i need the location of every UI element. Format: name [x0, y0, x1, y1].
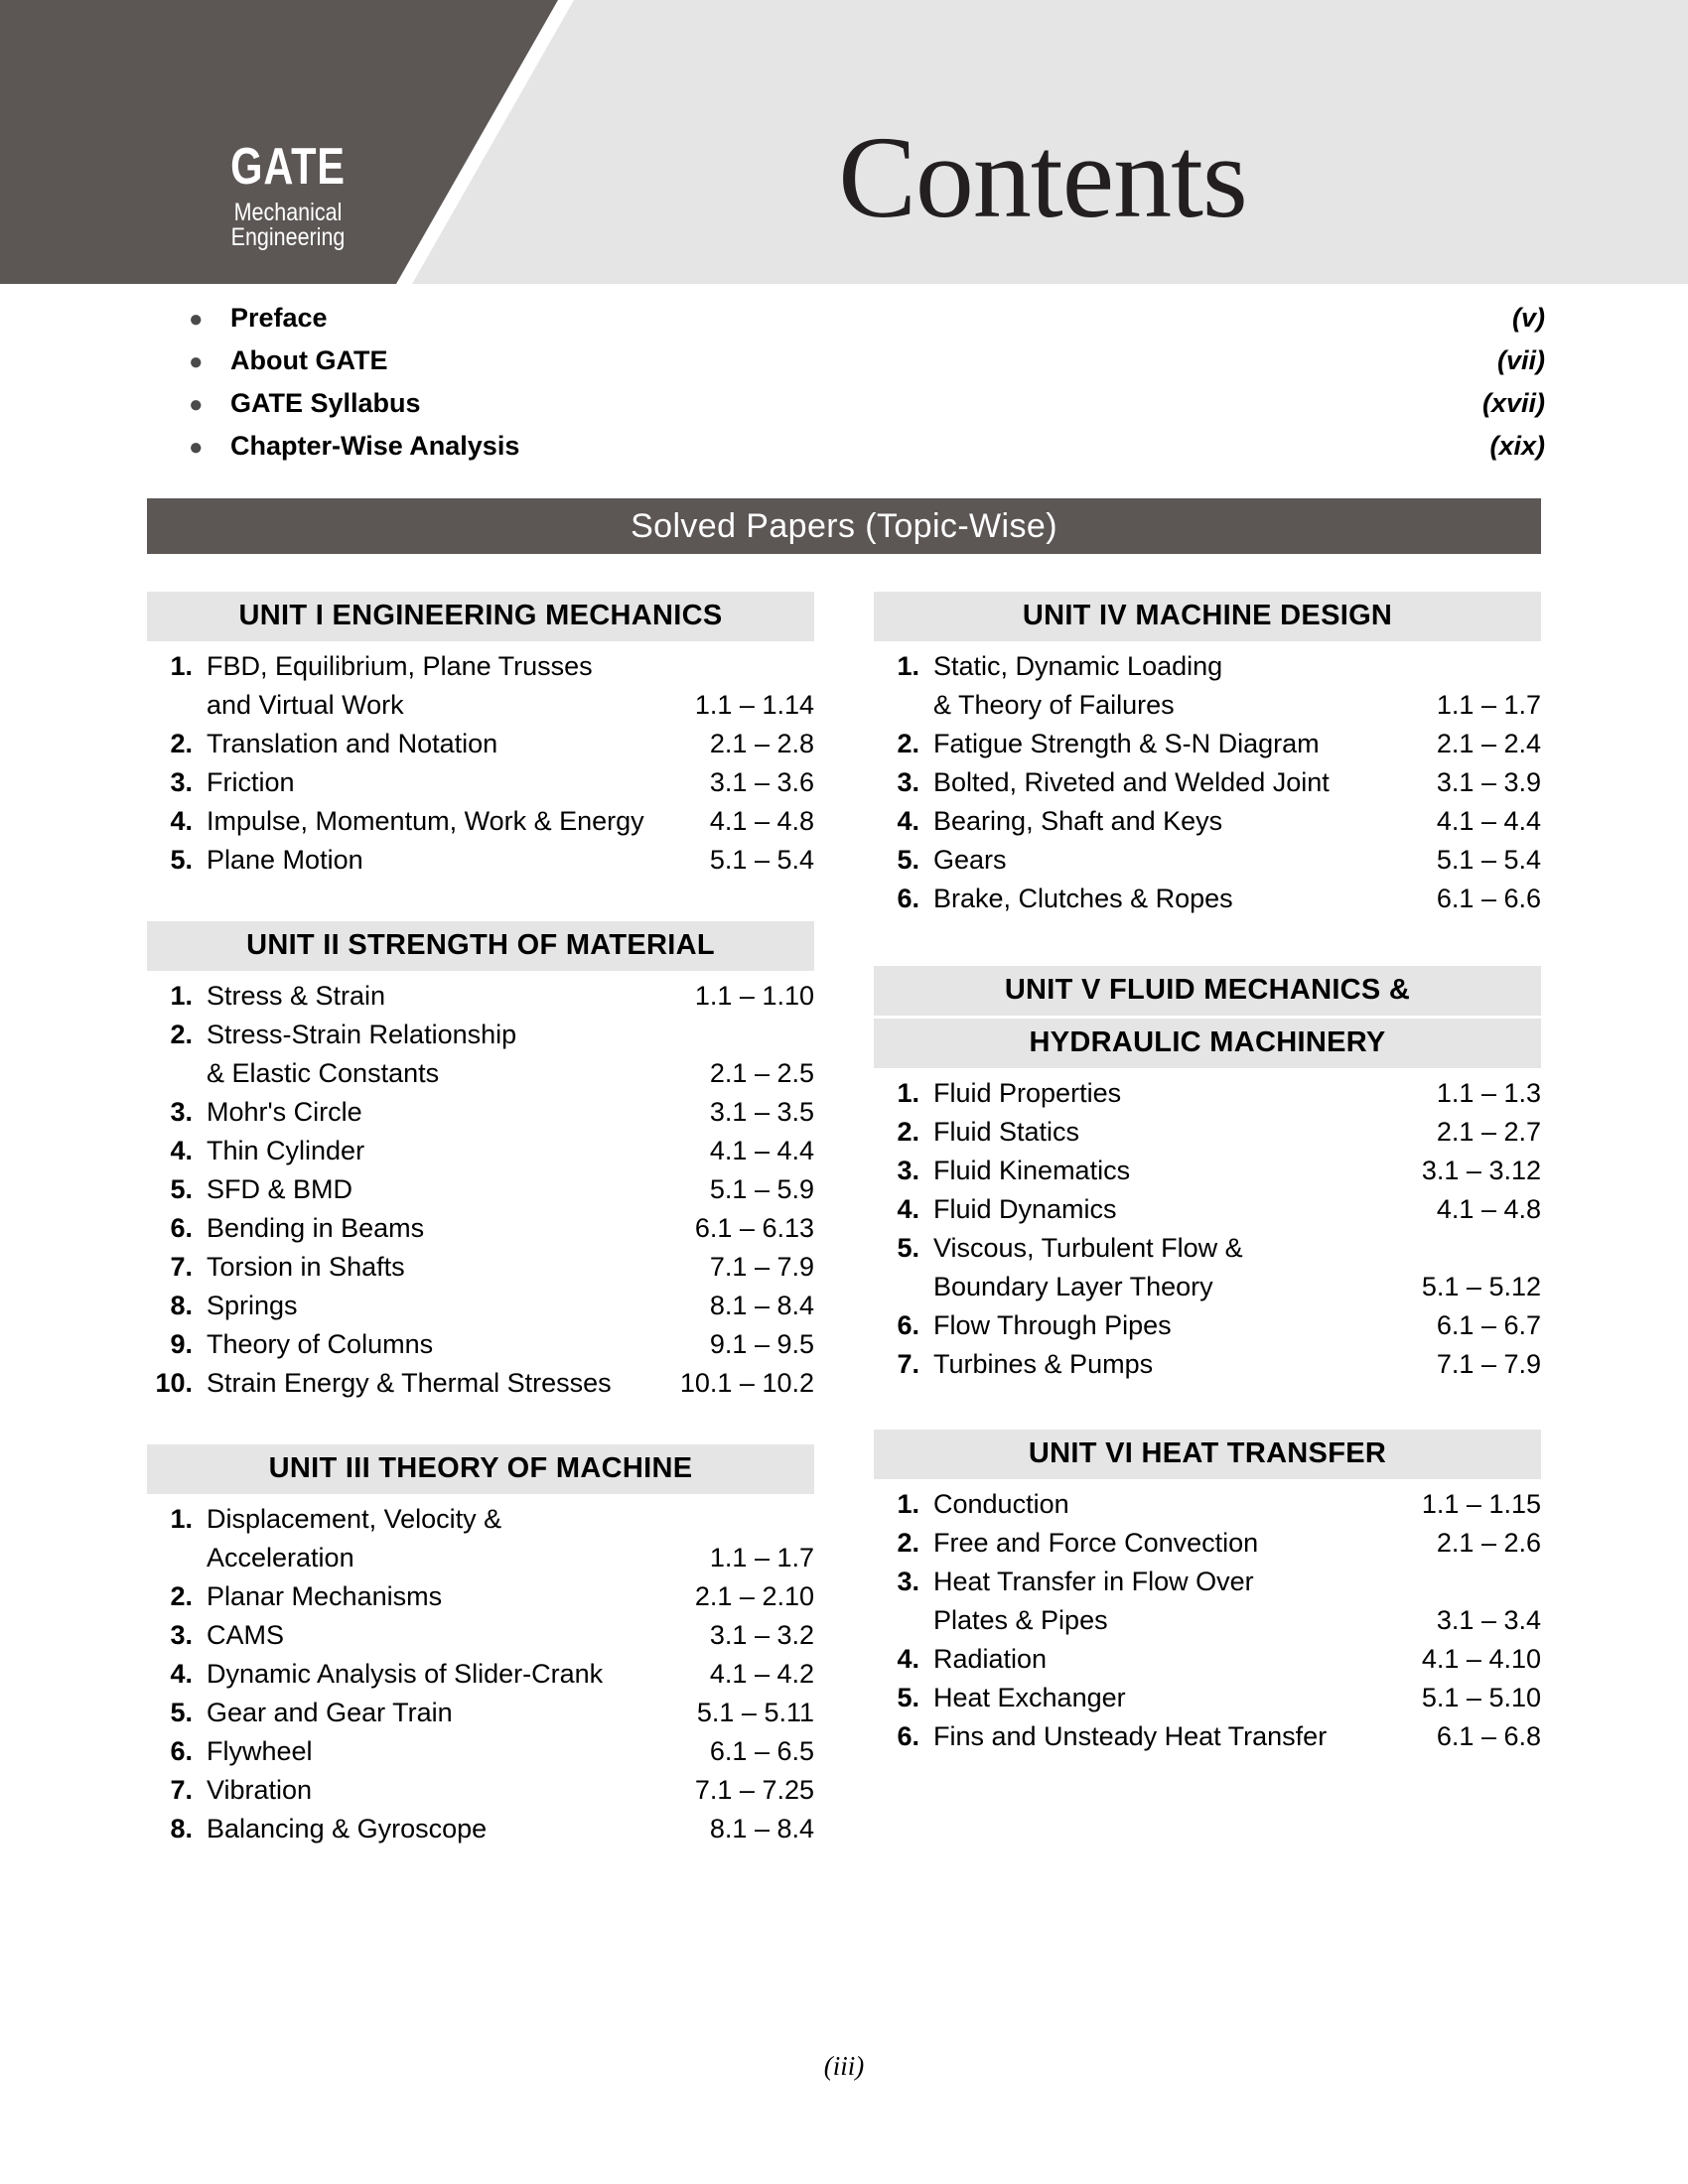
toc-entry[interactable]: [147, 808, 814, 835]
toc-entry[interactable]: [874, 1530, 1541, 1557]
entry-title: Mohr's Circle: [207, 1097, 362, 1127]
toc-entry[interactable]: [147, 1816, 814, 1843]
toc-entry[interactable]: [874, 1235, 1541, 1262]
entry-title: Impulse, Momentum, Work & Energy: [207, 806, 644, 836]
front-matter-page: (v): [1512, 303, 1545, 333]
entry-number: 4.: [897, 1644, 919, 1674]
toc-entry[interactable]: [147, 1254, 814, 1281]
entry-number: 1.: [897, 651, 919, 681]
entry-number: 1.: [897, 1078, 919, 1108]
entry-title: Plane Motion: [207, 845, 363, 875]
entry-number: 6.: [897, 1721, 919, 1751]
unit-entry-list: [874, 1479, 1541, 1750]
front-matter-item[interactable]: [189, 388, 1545, 431]
entry-page-range: 5.1 – 5.12: [1421, 1272, 1541, 1301]
toc-entry[interactable]: [874, 808, 1541, 835]
entry-title: SFD & BMD: [207, 1174, 353, 1204]
unit-section: [147, 592, 814, 874]
unit-entry-list: [147, 1494, 814, 1843]
entry-title: Torsion in Shafts: [207, 1252, 405, 1282]
entry-title-line2: & Elastic Constants: [207, 1058, 440, 1088]
entry-number: 1.: [897, 1489, 919, 1519]
unit-heading: [874, 966, 1541, 1068]
toc-entry-continuation[interactable]: [147, 1060, 814, 1087]
front-matter-label: About GATE: [230, 345, 388, 375]
entry-title: Fatigue Strength & S-N Diagram: [933, 729, 1320, 758]
entry-title: Fluid Dynamics: [933, 1194, 1117, 1224]
unit-entry-list: [874, 1068, 1541, 1378]
toc-entry[interactable]: [874, 1312, 1541, 1339]
front-matter-label: Preface: [230, 303, 328, 333]
toc-entry[interactable]: [147, 1293, 814, 1319]
entry-title: Gears: [933, 845, 1007, 875]
solved-papers-banner: Solved Papers (Topic-Wise): [147, 498, 1541, 554]
front-matter-item[interactable]: [189, 303, 1545, 345]
entry-number: 10.: [155, 1368, 193, 1398]
toc-entry-continuation[interactable]: [147, 1545, 814, 1571]
toc-entry[interactable]: [874, 1196, 1541, 1223]
entry-title-line2: Acceleration: [207, 1543, 354, 1572]
entry-title: Turbines & Pumps: [933, 1349, 1154, 1379]
entry-title: Static, Dynamic Loading: [933, 651, 1223, 681]
entry-number: 6.: [897, 884, 919, 913]
toc-entry[interactable]: [147, 1583, 814, 1610]
toc-entry[interactable]: [147, 769, 814, 796]
toc-entry[interactable]: [874, 769, 1541, 796]
brand-title: GATE: [230, 138, 346, 196]
entry-title: Friction: [207, 767, 295, 797]
entry-title: Planar Mechanisms: [207, 1581, 443, 1611]
entry-page-range: 4.1 – 4.4: [709, 1136, 814, 1165]
bullet-icon: ●: [189, 434, 204, 461]
toc-entry[interactable]: [874, 886, 1541, 912]
entry-page-range: 4.1 – 4.8: [1436, 1194, 1541, 1224]
entry-number: 5.: [897, 1683, 919, 1712]
toc-entry[interactable]: [147, 1022, 814, 1048]
brand-logo: [159, 138, 417, 251]
entry-page-range: 5.1 – 5.4: [1436, 845, 1541, 875]
entry-number: 6.: [897, 1310, 919, 1340]
entry-page-range: 2.1 – 2.5: [709, 1058, 814, 1088]
front-matter-page: (xix): [1489, 431, 1545, 461]
entry-page-range: 4.1 – 4.4: [1436, 806, 1541, 836]
front-matter-list: [189, 303, 1545, 474]
entry-page-range: 3.1 – 3.4: [1436, 1605, 1541, 1635]
brand-subtitle: Mechanical Engineering: [230, 199, 346, 251]
entry-page-range: 7.1 – 7.9: [709, 1252, 814, 1282]
entry-number: 1.: [170, 1504, 193, 1534]
unit-heading: UNIT I ENGINEERING MECHANICS: [147, 592, 814, 641]
entry-number: 5.: [170, 1698, 193, 1727]
unit-heading: UNIT III THEORY OF MACHINE: [147, 1444, 814, 1494]
entry-page-range: 4.1 – 4.2: [709, 1659, 814, 1689]
entry-page-range: 7.1 – 7.9: [1436, 1349, 1541, 1379]
entry-number: 3.: [170, 1620, 193, 1650]
toc-entry[interactable]: [147, 653, 814, 680]
entry-title: Vibration: [207, 1775, 313, 1805]
entry-title: Strain Energy & Thermal Stresses: [207, 1368, 612, 1398]
entry-number: 7.: [170, 1775, 193, 1805]
entry-page-range: 10.1 – 10.2: [679, 1368, 814, 1398]
toc-entry[interactable]: [147, 1661, 814, 1688]
entry-title: Heat Exchanger: [933, 1683, 1126, 1712]
unit-heading: UNIT II STRENGTH OF MATERIAL: [147, 921, 814, 971]
entry-page-range: 2.1 – 2.10: [694, 1581, 814, 1611]
entry-page-range: 1.1 – 1.7: [709, 1543, 814, 1572]
entry-page-range: 3.1 – 3.5: [709, 1097, 814, 1127]
entry-title: CAMS: [207, 1620, 285, 1650]
toc-entry[interactable]: [874, 731, 1541, 757]
toc-entry[interactable]: [147, 1138, 814, 1164]
entry-number: 4.: [897, 806, 919, 836]
entry-page-range: 9.1 – 9.5: [709, 1329, 814, 1359]
entry-number: 7.: [170, 1252, 193, 1282]
toc-entry-continuation[interactable]: [147, 692, 814, 719]
entry-number: 2.: [170, 1020, 193, 1049]
entry-page-range: 3.1 – 3.2: [709, 1620, 814, 1650]
entry-page-range: 1.1 – 1.10: [694, 981, 814, 1011]
entry-page-range: 2.1 – 2.8: [709, 729, 814, 758]
entry-title: Theory of Columns: [207, 1329, 434, 1359]
entry-title: Bolted, Riveted and Welded Joint: [933, 767, 1330, 797]
entry-number: 7.: [897, 1349, 919, 1379]
page-number: (iii): [823, 2051, 865, 2081]
toc-entry[interactable]: [874, 1723, 1541, 1750]
entry-page-range: 1.1 – 1.15: [1421, 1489, 1541, 1519]
bullet-icon: ●: [189, 348, 204, 375]
entry-title-line2: & Theory of Failures: [933, 690, 1175, 720]
entry-page-range: 5.1 – 5.9: [709, 1174, 814, 1204]
unit-entry-list: [147, 641, 814, 874]
entry-page-range: 7.1 – 7.25: [694, 1775, 814, 1805]
entry-title: Viscous, Turbulent Flow &: [933, 1233, 1243, 1263]
entry-title: Dynamic Analysis of Slider-Crank: [207, 1659, 604, 1689]
entry-page-range: 3.1 – 3.9: [1436, 767, 1541, 797]
entry-number: 4.: [170, 1659, 193, 1689]
unit-section: [874, 966, 1541, 1378]
entry-title: Springs: [207, 1291, 298, 1320]
entry-number: 2.: [170, 729, 193, 758]
entry-title: FBD, Equilibrium, Plane Trusses: [207, 651, 593, 681]
entry-number: 8.: [170, 1291, 193, 1320]
toc-entry[interactable]: [147, 1700, 814, 1726]
entry-number: 3.: [897, 1567, 919, 1596]
entry-title: Stress-Strain Relationship: [207, 1020, 517, 1049]
entry-number: 3.: [170, 1097, 193, 1127]
entry-number: 5.: [897, 1233, 919, 1263]
entry-number: 3.: [897, 1156, 919, 1185]
toc-entry[interactable]: [147, 1176, 814, 1203]
toc-entry[interactable]: [147, 731, 814, 757]
toc-entry[interactable]: [874, 1646, 1541, 1673]
entry-number: 1.: [170, 981, 193, 1011]
entry-number: 5.: [170, 1174, 193, 1204]
entry-title: Fluid Kinematics: [933, 1156, 1131, 1185]
unit-heading-line: HYDRAULIC MACHINERY: [874, 1019, 1541, 1068]
toc-entry-continuation[interactable]: [874, 1607, 1541, 1634]
entry-title: Flow Through Pipes: [933, 1310, 1172, 1340]
entry-page-range: 6.1 – 6.7: [1436, 1310, 1541, 1340]
entry-title: Fluid Statics: [933, 1117, 1080, 1147]
toc-entry[interactable]: [874, 1119, 1541, 1146]
entry-title: Conduction: [933, 1489, 1069, 1519]
front-matter-page: (xvii): [1481, 388, 1545, 418]
entry-number: 1.: [170, 651, 193, 681]
entry-title: Heat Transfer in Flow Over: [933, 1567, 1254, 1596]
bullet-icon: ●: [189, 306, 204, 333]
toc-entry-continuation[interactable]: [874, 692, 1541, 719]
toc-entry[interactable]: [874, 1569, 1541, 1595]
toc-entry-continuation[interactable]: [874, 1274, 1541, 1300]
front-matter-label: GATE Syllabus: [230, 388, 421, 418]
entry-title: Displacement, Velocity &: [207, 1504, 502, 1534]
entry-page-range: 1.1 – 1.14: [694, 690, 814, 720]
entry-page-range: 4.1 – 4.10: [1421, 1644, 1541, 1674]
entry-page-range: 1.1 – 1.7: [1436, 690, 1541, 720]
entry-title: Thin Cylinder: [207, 1136, 365, 1165]
entry-title: Flywheel: [207, 1736, 313, 1766]
page-header: [0, 0, 1688, 284]
entry-page-range: 5.1 – 5.4: [709, 845, 814, 875]
unit-entry-list: [147, 971, 814, 1397]
front-matter-item[interactable]: [189, 345, 1545, 388]
toc-entry[interactable]: [874, 1080, 1541, 1107]
toc-entry[interactable]: [147, 1622, 814, 1649]
entry-title-line2: Boundary Layer Theory: [933, 1272, 1213, 1301]
toc-entry[interactable]: [147, 1215, 814, 1242]
entry-title-line2: and Virtual Work: [207, 690, 404, 720]
entry-page-range: 1.1 – 1.3: [1436, 1078, 1541, 1108]
entry-page-range: 3.1 – 3.12: [1421, 1156, 1541, 1185]
toc-entry[interactable]: [874, 1351, 1541, 1378]
entry-number: 6.: [170, 1213, 193, 1243]
entry-number: 2.: [897, 1117, 919, 1147]
entry-page-range: 2.1 – 2.7: [1436, 1117, 1541, 1147]
entry-number: 3.: [170, 767, 193, 797]
entry-number: 9.: [170, 1329, 193, 1359]
entry-title: Bearing, Shaft and Keys: [933, 806, 1223, 836]
toc-entry[interactable]: [147, 983, 814, 1010]
toc-entry[interactable]: [147, 1506, 814, 1533]
toc-entry[interactable]: [874, 653, 1541, 680]
toc-entry[interactable]: [147, 1777, 814, 1804]
entry-title: Radiation: [933, 1644, 1048, 1674]
unit-section: [874, 592, 1541, 912]
entry-page-range: 8.1 – 8.4: [709, 1814, 814, 1843]
toc-entry[interactable]: [147, 1738, 814, 1765]
entry-page-range: 2.1 – 2.6: [1436, 1528, 1541, 1558]
entry-page-range: 5.1 – 5.10: [1421, 1683, 1541, 1712]
toc-entry[interactable]: [147, 1370, 814, 1397]
unit-section: [147, 1444, 814, 1843]
unit-heading: UNIT IV MACHINE DESIGN: [874, 592, 1541, 641]
entry-title: Bending in Beams: [207, 1213, 425, 1243]
entry-title: Translation and Notation: [207, 729, 498, 758]
entry-title: Brake, Clutches & Ropes: [933, 884, 1233, 913]
entry-page-range: 3.1 – 3.6: [709, 767, 814, 797]
toc-entry[interactable]: [147, 847, 814, 874]
entry-title: Stress & Strain: [207, 981, 386, 1011]
entry-page-range: 6.1 – 6.6: [1436, 884, 1541, 913]
toc-entry[interactable]: [874, 1491, 1541, 1518]
front-matter-item[interactable]: [189, 431, 1545, 474]
front-matter-page: (vii): [1496, 345, 1545, 375]
entry-title: Fins and Unsteady Heat Transfer: [933, 1721, 1328, 1751]
toc-entry[interactable]: [147, 1331, 814, 1358]
entry-title: Gear and Gear Train: [207, 1698, 453, 1727]
toc-entry[interactable]: [874, 1158, 1541, 1184]
entry-number: 8.: [170, 1814, 193, 1843]
contents-column-right: [874, 592, 1541, 1762]
bullet-icon: ●: [189, 391, 204, 418]
entry-number: 2.: [897, 1528, 919, 1558]
entry-page-range: 6.1 – 6.5: [709, 1736, 814, 1766]
entry-page-range: 2.1 – 2.4: [1436, 729, 1541, 758]
entry-number: 4.: [897, 1194, 919, 1224]
contents-column-left: [147, 592, 814, 1854]
entry-title: Balancing & Gyroscope: [207, 1814, 488, 1843]
unit-section: [147, 921, 814, 1397]
entry-title: Fluid Properties: [933, 1078, 1122, 1108]
toc-entry[interactable]: [874, 1685, 1541, 1711]
toc-entry[interactable]: [147, 1099, 814, 1126]
entry-number: 5.: [897, 845, 919, 875]
entry-page-range: 6.1 – 6.13: [694, 1213, 814, 1243]
unit-section: [874, 1430, 1541, 1750]
toc-entry[interactable]: [874, 847, 1541, 874]
entry-number: 2.: [897, 729, 919, 758]
entry-number: 5.: [170, 845, 193, 875]
unit-heading-line: UNIT V FLUID MECHANICS &: [874, 966, 1541, 1016]
unit-heading: UNIT VI HEAT TRANSFER: [874, 1430, 1541, 1479]
entry-number: 4.: [170, 1136, 193, 1165]
entry-page-range: 4.1 – 4.8: [709, 806, 814, 836]
entry-number: 2.: [170, 1581, 193, 1611]
entry-title: Free and Force Convection: [933, 1528, 1259, 1558]
entry-page-range: 6.1 – 6.8: [1436, 1721, 1541, 1751]
front-matter-label: Chapter-Wise Analysis: [230, 431, 520, 461]
entry-page-range: 5.1 – 5.11: [696, 1698, 814, 1727]
unit-entry-list: [874, 641, 1541, 912]
entry-number: 4.: [170, 806, 193, 836]
entry-number: 6.: [170, 1736, 193, 1766]
entry-title-line2: Plates & Pipes: [933, 1605, 1108, 1635]
entry-number: 3.: [897, 767, 919, 797]
page-title: Contents: [838, 112, 1247, 242]
entry-page-range: 8.1 – 8.4: [709, 1291, 814, 1320]
